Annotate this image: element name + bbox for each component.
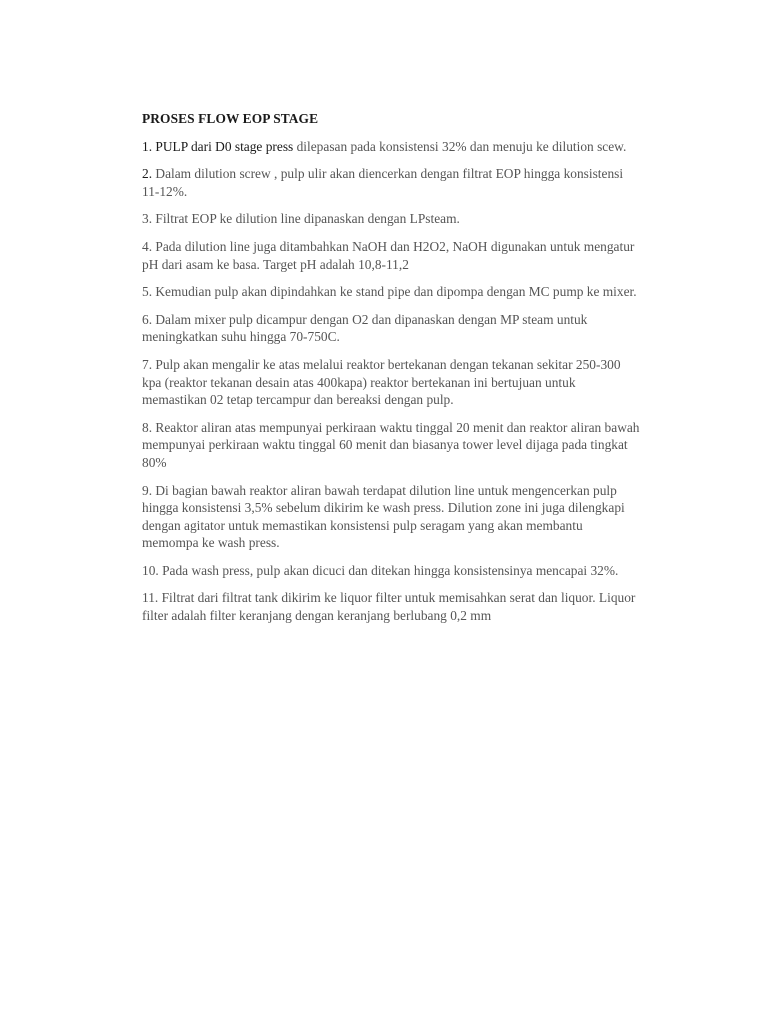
paragraph-2 xyxy=(142,165,642,200)
document-title: PROSES FLOW EOP STAGE xyxy=(142,111,319,126)
paragraph-11-text: 11. Filtrat dari filtrat tank dikirim ke liquor filter untuk memisahkan serat dan liquor. Liquor filter adalah filter keranjang dengan keranjang berlubang 0,2 mm xyxy=(142,590,636,624)
paragraph-4 xyxy=(142,238,642,273)
paragraph-4-text: 4. Pada dilution line juga ditambahkan NaOH dan H2O2, NaOH digunakan untuk mengatur pH dari asam ke basa. Target pH adalah 10,8-11,2 xyxy=(142,238,635,272)
paragraph-6 xyxy=(142,311,642,346)
paragraph-9-text: 9. Di bagian bawah reaktor aliran bawah terdapat dilution line untuk mengencerkan pulp hingga konsistensi 3,5% sebelum dikirim ke wash press. Dilution zone ini juga dilengkapi dengan agitator untuk memastikan konsistensi pulp seragam yang akan membantu memompa ke wash press. xyxy=(142,482,625,551)
paragraph-3 xyxy=(142,210,642,228)
paragraph-1-text: dilepasan pada konsistensi 32% dan menuju ke dilution scew. xyxy=(293,138,627,154)
paragraph-2-lead: 2. xyxy=(142,166,153,182)
paragraph-1 xyxy=(142,138,642,156)
paragraph-8 xyxy=(142,419,642,472)
document-page xyxy=(142,110,642,635)
paragraph-1-lead: 1. PULP dari D0 stage press xyxy=(142,138,294,154)
paragraph-7-text: 7. Pulp akan mengalir ke atas melalui reaktor bertekanan dengan tekanan sekitar 250-300 kpa (reaktor tekanan desain atas 400kapa) reaktor bertekanan ini bertujuan untuk memastikan 02 tetap tercampur dan bereaksi dengan pulp. xyxy=(142,356,621,408)
paragraph-5-text: 5. Kemudian pulp akan dipindahkan ke stand pipe dan dipompa dengan MC pump ke mixer. xyxy=(142,284,637,300)
paragraph-10-text: 10. Pada wash press, pulp akan dicuci dan ditekan hingga konsistensinya mencapai 32%. xyxy=(142,562,619,578)
paragraph-8-text: 8. Reaktor aliran atas mempunyai perkiraan waktu tinggal 20 menit dan reaktor aliran bawah mempunyai perkiraan waktu tinggal 60 menit dan biasanya tower level dijaga pada tingkat 80% xyxy=(142,419,640,470)
paragraph-10 xyxy=(142,562,642,580)
paragraph-2-text: Dalam dilution screw , pulp ulir akan diencerkan dengan filtrat EOP hingga konsistensi 11-12%. xyxy=(142,166,624,199)
paragraph-7 xyxy=(142,356,642,409)
paragraph-5 xyxy=(142,283,642,301)
paragraph-6-text: 6. Dalam mixer pulp dicampur dengan O2 dan dipanaskan dengan MP steam untuk meningkatkan suhu hingga 70-750C. xyxy=(142,311,588,345)
paragraph-9 xyxy=(142,482,642,552)
paragraph-3-text: 3. Filtrat EOP ke dilution line dipanaskan dengan LPsteam. xyxy=(142,211,460,227)
paragraph-11 xyxy=(142,589,642,624)
